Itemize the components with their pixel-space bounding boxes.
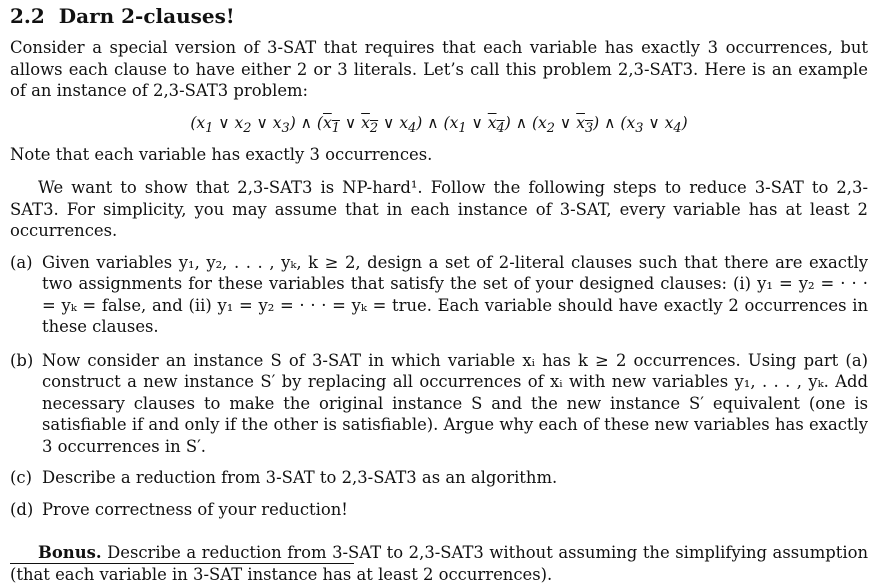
list-item-c bbox=[10, 467, 868, 489]
item-label: (a) bbox=[10, 252, 33, 272]
item-label: (d) bbox=[10, 499, 34, 519]
list-item-b bbox=[10, 350, 868, 458]
footnote-rule bbox=[10, 563, 354, 564]
item-label: (b) bbox=[10, 350, 34, 370]
goal-paragraph: We want to show that 2,3-SAT3 is NP-hard¹. Follow the following steps to reduce 3-SAT to 2,3-SAT3. For simplicity, you may assume that in each instance of 3-SAT, every variable has at least 2 occurrences. bbox=[10, 178, 868, 241]
bonus-text: Describe a reduction from 3-SAT to 2,3-SAT3 without assuming the simplifying assumption (that each variable in 3-SAT instance has at least 2 occurrences). bbox=[10, 543, 868, 584]
item-text: Prove correctness of your reduction! bbox=[42, 499, 348, 519]
bonus-label: Bonus. bbox=[38, 543, 102, 563]
section-number: 2.2 bbox=[10, 4, 45, 28]
list-item-d bbox=[10, 499, 868, 521]
item-text: Describe a reduction from 3-SAT to 2,3-SAT3 as an algorithm. bbox=[42, 468, 558, 488]
item-label: (c) bbox=[10, 468, 32, 488]
section-title: Darn 2-clauses! bbox=[58, 4, 235, 28]
section-heading bbox=[10, 4, 868, 28]
example-formula: ($x_1$ ∨ $x_2$ ∨ $x_3$) ∧ ($x_1$ ∨ $x_2$ ∨ $x_4$) ∧ ($x_1$ ∨ $x_4$) ∧ ($x_2$ ∨ $x_3$) ∧ ($x_3$ ∨ $x_4$) bbox=[190, 113, 688, 136]
document-page bbox=[10, 4, 868, 585]
intro-paragraph: Consider a special version of 3-SAT that requires that each variable has exactly 3 occurrences, but allows each clause to have either 2 or 3 literals. Let’s call this problem 2,3-SAT3. Here is an example of an instance of 2,3-SAT3 problem: bbox=[10, 38, 868, 100]
item-text: Now consider an instance S of 3-SAT in which variable xᵢ has k ≥ 2 occurrences. Using part (a) construct a new instance S′ by replacing all occurrences of xᵢ with new variables y₁, . . . , yₖ. Add necessary clauses to make the original instance S and the new instance S′ equivalent (one is satisfiable if and only if the other is satisfiable). Argue why each of these new variables has exactly 3 occurrences in S′. bbox=[42, 350, 868, 456]
item-text: Given variables y₁, y₂, . . . , yₖ, k ≥ 2, design a set of 2-literal clauses such that there are exactly two assignments for these variables that satisfy the set of your designed clauses: (i) y₁ = y₂ = · · · = yₖ = false, and (ii) y₁ = y₂ = · · · = yₖ = true. Each variable should have exactly 2 occurrences in these clauses. bbox=[42, 252, 868, 337]
list-item-a bbox=[10, 252, 868, 338]
note-paragraph: Note that each variable has exactly 3 occurrences. bbox=[10, 144, 433, 164]
